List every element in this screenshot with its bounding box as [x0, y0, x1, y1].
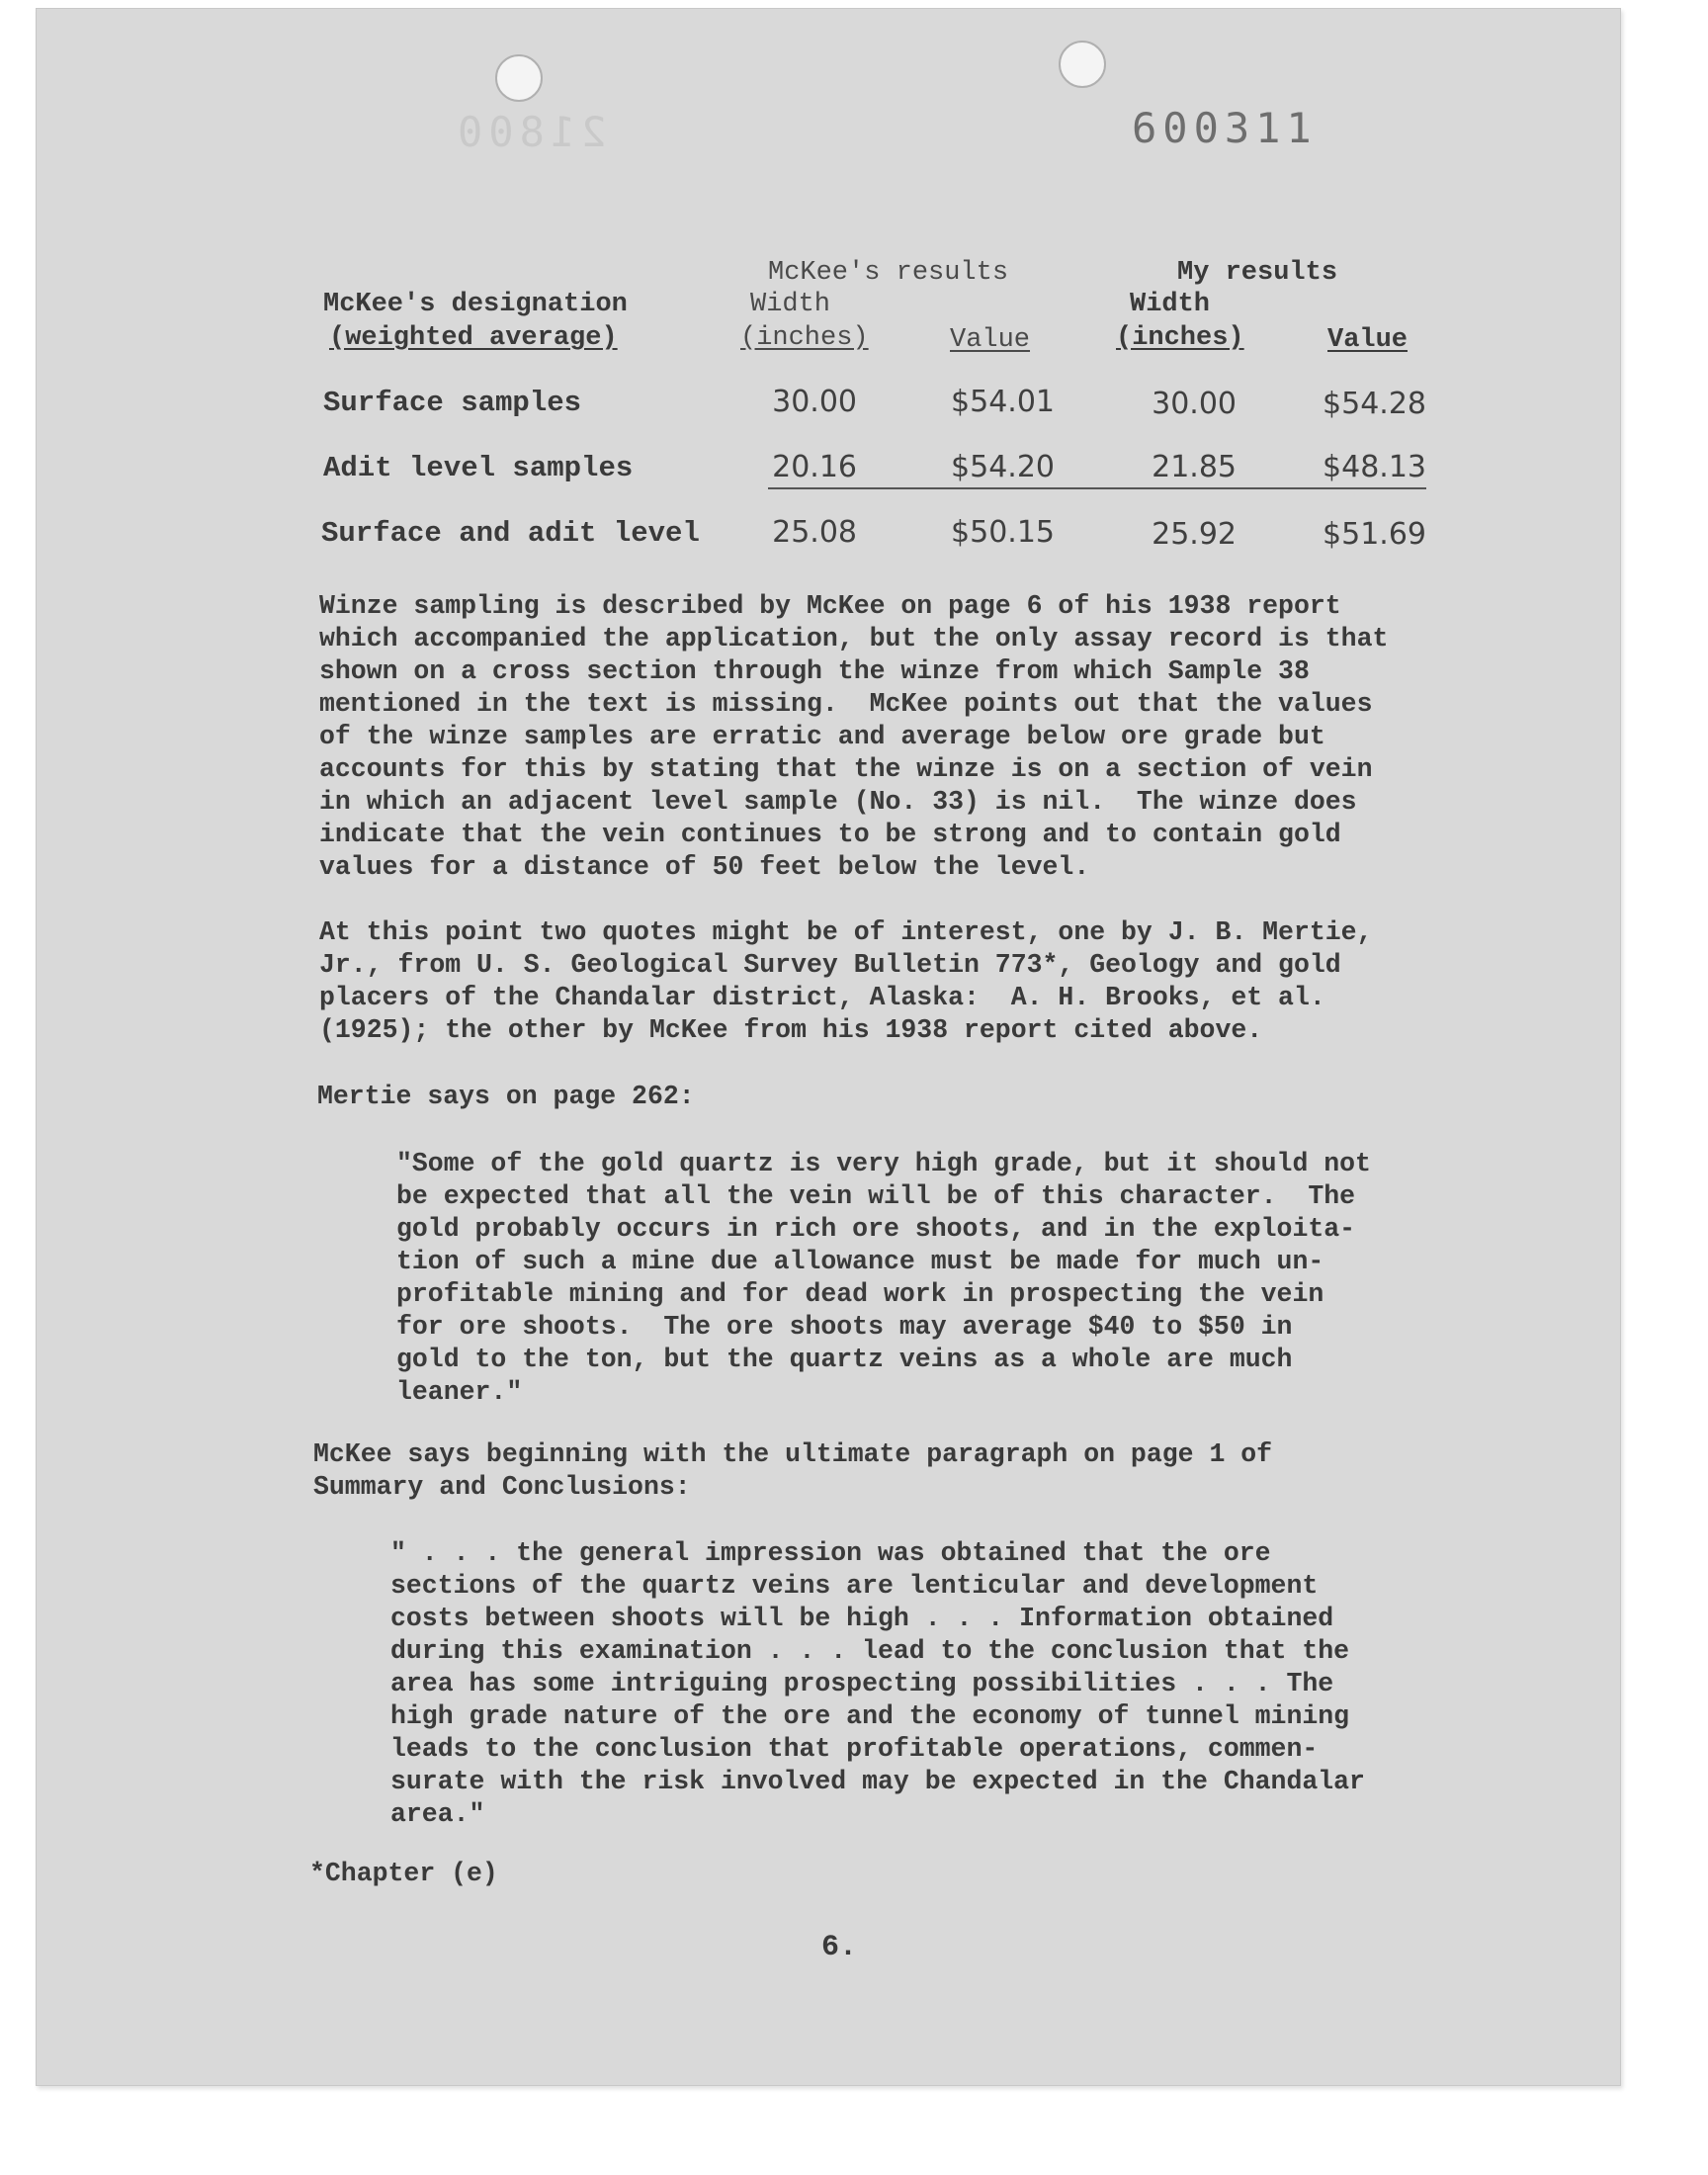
mckee-results-group-header: McKee's results [768, 258, 1009, 288]
footnote: *Chapter (e) [309, 1859, 498, 1888]
punch-hole-left [495, 54, 543, 102]
punch-hole-right [1059, 41, 1106, 88]
my-value-header: Value [1327, 325, 1409, 355]
mckee-width-header-line1: Width [750, 290, 831, 319]
paragraph-quotes-intro: At this point two quotes might be of interest, one by J. B. Mertie, Jr., from U. S. Geological Survey Bulletin 773*, Geology and gold placers of the Chandalar district, Alaska: A. H. Brooks, et al. (1925); the other by McKee from his 1938 report cited above. [319, 917, 1373, 1045]
cell-my-value: $48.13 [1323, 450, 1426, 484]
document-number-stamp: 600311 [1132, 104, 1318, 152]
blockquote-mertie: "Some of the gold quartz is very high grade, but it should not be expected that all the vein will be of this character. The gold probably occurs in rich ore shoots, and in the exploita- tion of such a mine due allowance must be made for much un- profitable mining and for dead work in prospecting the vein for ore shoots. The ore shoots may average $40 to $50 in gold to the ton, but the quartz veins as a whole are much leaner." [396, 1149, 1371, 1407]
my-width-header-line1: Width [1130, 290, 1211, 319]
cell-mckee-value: $54.01 [951, 385, 1055, 419]
designation-header-line2: (weighted average) [329, 323, 618, 353]
my-results-group-header: My results [1177, 258, 1338, 288]
bleed-through-stamp: 21800 [452, 108, 607, 156]
row-label-surface: Surface samples [323, 387, 582, 419]
cell-my-width: 21.85 [1152, 450, 1237, 484]
blockquote-mckee: " . . . the general impression was obtained that the ore sections of the quartz veins are lenticular and development costs between shoots will be high . . . Information obtained during this examination . . . lead to the conclusion that the area has some intriguing prospecting possibilities . . . The high grade nature of the ore and the economy of tunnel mining leads to the conclusion that profitable operations, commen- surate with the risk involved may be expected in the Chandalar area." [390, 1538, 1365, 1829]
mckee-value-header: Value [950, 325, 1031, 355]
my-width-header-line2: (inches) [1116, 323, 1244, 353]
document-page [36, 8, 1621, 2086]
row-label-surface-and-adit: Surface and adit level [321, 517, 700, 550]
cell-my-width: 25.92 [1152, 517, 1237, 552]
row-label-adit-level: Adit level samples [323, 452, 634, 484]
paragraph-winze-sampling: Winze sampling is described by McKee on page 6 of his 1938 report which accompanied the application, but the only assay record is that shown on a cross section through the winze from which Sample 38 mentioned in the text is missing. McKee points out that the values of the winze samples are erratic and average below ore grade but accounts for this by stating that the winze is on a section of vein in which an adjacent level sample (No. 33) is nil. The winze does indicate that the vein continues to be strong and to contain gold values for a distance of 50 feet below the level. [319, 591, 1389, 882]
cell-mckee-width: 25.08 [772, 515, 857, 550]
paragraph-mertie-intro: Mertie says on page 262: [317, 1082, 695, 1111]
cell-my-value: $54.28 [1323, 387, 1426, 421]
cell-mckee-value: $54.20 [951, 450, 1055, 484]
paragraph-mckee-intro: McKee says beginning with the ultimate paragraph on page 1 of Summary and Conclusions: [313, 1439, 1273, 1502]
table-total-rule [768, 487, 1426, 489]
page-number: 6. [821, 1931, 858, 1964]
designation-header-line1: McKee's designation [323, 290, 628, 319]
cell-my-value: $51.69 [1323, 517, 1426, 552]
cell-my-width: 30.00 [1152, 387, 1237, 421]
cell-mckee-value: $50.15 [951, 515, 1055, 550]
cell-mckee-width: 30.00 [772, 385, 857, 419]
mckee-width-header-line2: (inches) [740, 323, 869, 353]
cell-mckee-width: 20.16 [772, 450, 857, 484]
